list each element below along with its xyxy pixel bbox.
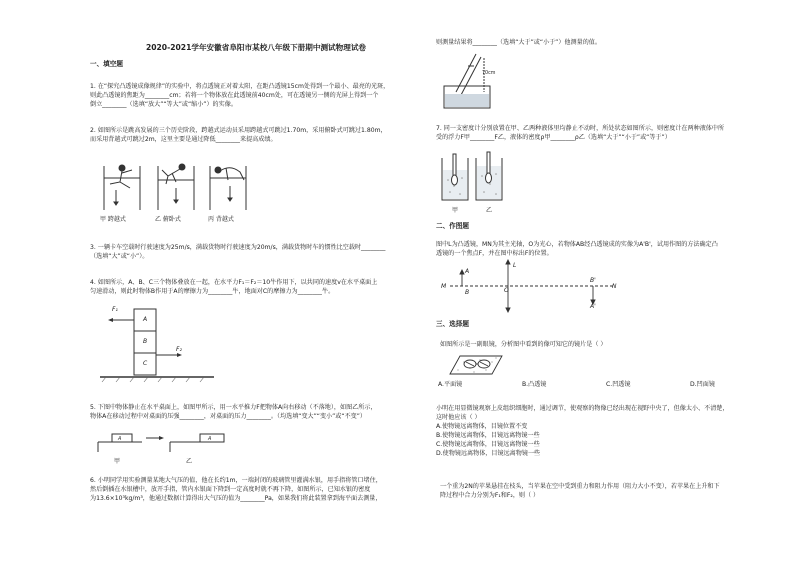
hydrometer-label-2: 乙 xyxy=(486,207,493,214)
axis-n-label: N xyxy=(612,283,617,290)
choice-2-option-c[interactable]: C.使物镜远离物体，目镜远离物镜一些 xyxy=(436,441,540,448)
block-a-label: A xyxy=(143,316,148,323)
image-a-label: A' xyxy=(590,303,596,310)
svg-text:A: A xyxy=(208,436,212,442)
section-draw-heading: 二、作图题 xyxy=(436,222,469,230)
force-f2-label: F₂ xyxy=(176,346,182,353)
q3-line-1: 3. 一辆卡车空载时行驶速度为25m/s，满载货物时行驶速度为20m/s，满载货物时车的惯性比空载时________ xyxy=(90,244,386,251)
question-4 xyxy=(90,278,425,296)
glasses-figure xyxy=(440,352,506,378)
question-7 xyxy=(436,124,766,142)
q4-line-1: 4. 如图所示，A、B、C三个物体叠放在一起，在水平力F₁＝F₂＝10牛作用下，以共同的速度v在水平桌面上 xyxy=(90,279,378,286)
optical-center-label: O xyxy=(504,287,509,294)
jump-label-1: 甲 跨越式 xyxy=(100,216,126,223)
c2-line-2: 这时他应该（ ） xyxy=(436,414,481,421)
jump-label-2: 乙 俯卧式 xyxy=(155,216,181,223)
choice-2-option-d[interactable]: D.使物镜远离物体，目镜远离物镜一些 xyxy=(436,450,541,457)
object-b-label: B xyxy=(465,289,470,296)
block-b-label: B xyxy=(143,338,148,345)
hydrometer-label-1: 甲 xyxy=(452,207,459,214)
q1-line-2: 则此凸透镜的焦距为________cm；若将一个物体放在此透镜前40cm处，可在透镜另一侧的光屏上得到一个 xyxy=(90,92,379,99)
q2-line-2: 而采用背越式可跳过2m，这里主要是通过降低________来提高成绩。 xyxy=(90,136,277,143)
push-label-2: 乙 xyxy=(186,458,193,465)
q6-line-3: 为13.6×10³kg/m³，他通过数据计算得出大气压的值为________Pa，如果我们将此装置拿到海平面去测量， xyxy=(90,495,382,502)
tube-height-label: 70cm xyxy=(482,71,496,76)
q6-line-2: 然后倒插在水银槽中，放开手指，管内水银面下降到一定高度时就不再下降，如图所示，已知水银的密度 xyxy=(90,486,371,493)
section-choice-heading: 三、选择题 xyxy=(436,320,469,328)
q7-line-1: 7. 同一支密度计分别放置在甲、乙两种液体里均静止不动时，所处状态如图所示，则密度计在两种液体中所 xyxy=(436,125,725,132)
svg-text:A: A xyxy=(118,436,122,442)
drawing-question xyxy=(436,240,766,258)
draw-line-2: 透镜的一个焦点F，并在图中标出F的位置。 xyxy=(436,250,553,257)
choice-question-2 xyxy=(436,404,772,458)
choice-question-1: 如图所示是一副眼镜，分析图中看到的像可知它的镜片是（ ） xyxy=(440,341,607,348)
block-c-label: C xyxy=(143,360,148,367)
c3-line-2: 降过程中合力分别为F₁和F₂，则（ ） xyxy=(440,492,540,499)
stacked-blocks-figure xyxy=(96,303,226,385)
q4-line-2: 匀速滑动，则此时物体B作用于A的摩擦力为________牛，地面对C的摩擦力为________牛。 xyxy=(90,288,335,295)
document-title: 2020-2021学年安徽省阜阳市某校八年级下册期中测试物理试卷 xyxy=(145,43,367,52)
q3-line-2: （选填“大”或“小”）。 xyxy=(90,253,149,260)
choice-2-option-a[interactable]: A.使物镜远离物体，目镜位置不变 xyxy=(436,423,528,430)
q5-line-1: 5. 下图中物体静止在水平桌面上，如图甲所示，用一水平推力F把物体A向右移动（不落地），如图乙所示， xyxy=(90,404,377,411)
q7-line-2: 受的浮力F甲________F乙，液体的密度ρ甲________ρ乙（选填“大于”“小于”或“等于”） xyxy=(436,134,671,141)
push-label-1: 甲 xyxy=(114,458,121,465)
q1-line-1: 1. 在“探究凸透镜成像规律”的实验中，将点透镜正对着太阳，在距凸透镜15cm处得到一个最小、最亮的光斑， xyxy=(90,83,390,90)
lens-l-label: L xyxy=(513,262,517,269)
hydrometer-figure xyxy=(440,150,506,204)
q1-line-3: 倒立________（选填“放大”“等大”或“缩小”）的实像。 xyxy=(90,101,237,108)
force-f1-label: F₁ xyxy=(112,306,118,313)
question-1 xyxy=(90,82,425,109)
question-2 xyxy=(90,126,425,144)
section-fill-heading: 一、填空题 xyxy=(90,60,123,68)
axis-m-label: M xyxy=(441,283,447,290)
choice-1-option-a[interactable]: A.平面镜 xyxy=(438,381,463,388)
choice-1-option-d[interactable]: D.凹面镜 xyxy=(690,381,715,388)
c3-line-1: 一个重为2N的苹果悬挂在枝头，当苹果在空中受到重力和阻力作用（阻力大小不变），若苹果在上升和下 xyxy=(440,483,720,490)
q6-line-1: 6. 小明同学用实验测量某地大气压的值，他在长约1m，一端封闭的玻璃管里灌满水银，用手指将管口堵住， xyxy=(90,477,382,484)
lens-diagram xyxy=(440,258,640,314)
q5-line-2: 物体A在移动过程中对桌面的压强________，对桌面的压力________。（均选填“变大”“变小”或“不变”） xyxy=(90,413,366,420)
draw-line-1: 图中L为凸透镜，MN为其主光轴，O为光心，若物体AB经凸透镜成的实像为A'B'，试用作图的方法确定凸 xyxy=(436,241,718,248)
choice-2-option-b[interactable]: B.使物镜远离物体，目镜远离物镜一些 xyxy=(436,432,540,439)
mercury-tube-figure xyxy=(440,50,500,112)
table-push-figure xyxy=(96,428,236,456)
question-6-continued: 则测量结果将________（选填“大于”或“小于”）他测量的值。 xyxy=(436,39,601,46)
choice-question-3 xyxy=(440,482,772,500)
question-3 xyxy=(90,243,425,261)
choice-1-option-b[interactable]: B.凸透镜 xyxy=(522,381,547,388)
question-5 xyxy=(90,403,425,421)
choice-1-option-c[interactable]: C.凹透镜 xyxy=(606,381,631,388)
c2-line-1: 小明在用显微镜观察上皮组织细胞时，通过调节，使观察的物像已经出现在视野中央了，但像太小、不清楚， xyxy=(436,405,729,412)
image-b-label: B' xyxy=(590,277,596,284)
jump-label-3: 丙 背越式 xyxy=(208,216,234,223)
question-6 xyxy=(90,476,425,503)
object-a-label: A xyxy=(465,268,470,275)
q2-line-1: 2. 如图所示是跳高发展的三个历史阶段，跨越式运动员采用跨越式可跳过1.70m，采用俯卧式可跳过1.80m， xyxy=(90,127,387,134)
